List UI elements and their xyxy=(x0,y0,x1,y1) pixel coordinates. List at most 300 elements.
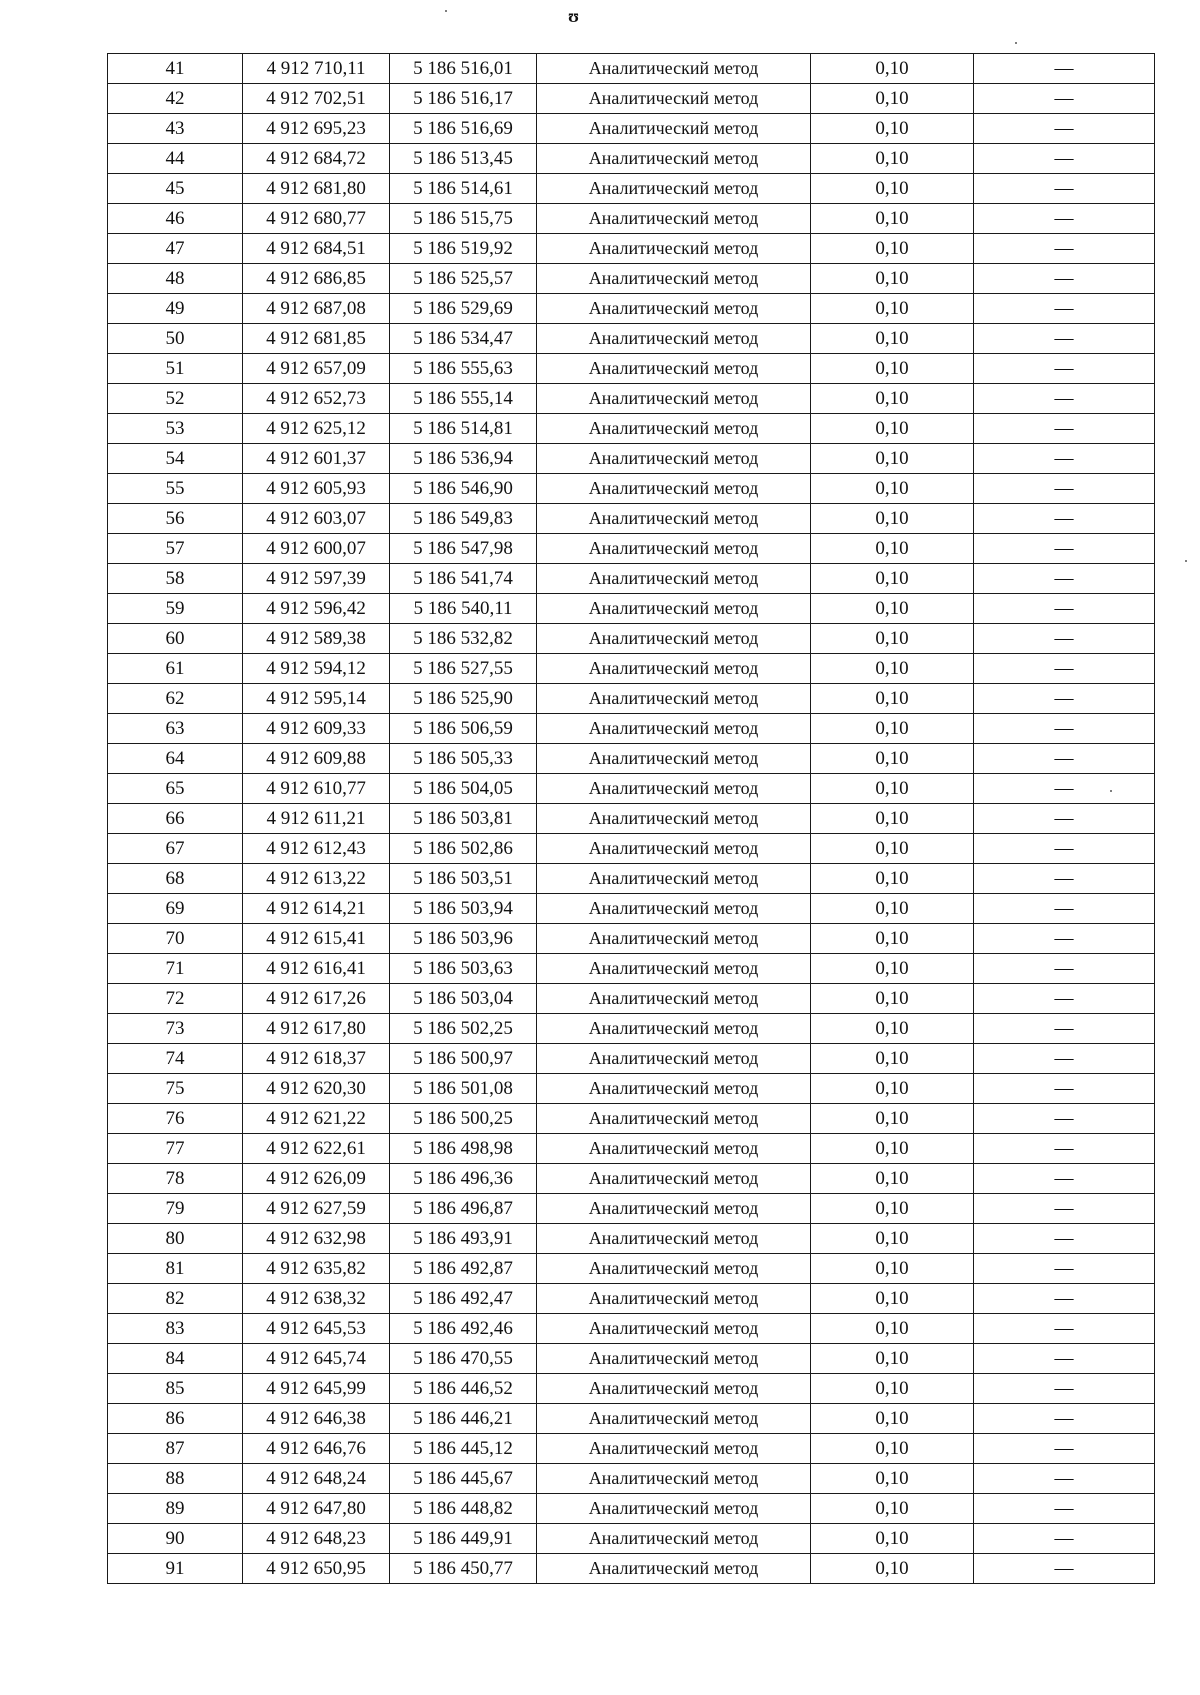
table-row xyxy=(108,1014,1155,1044)
y-coordinate-cell: 5 186 492,87 xyxy=(390,1254,537,1284)
note-cell: — xyxy=(974,774,1155,804)
x-coordinate-cell: 4 912 626,09 xyxy=(243,1164,390,1194)
note-cell: — xyxy=(974,804,1155,834)
note-cell: — xyxy=(974,264,1155,294)
accuracy-cell: 0,10 xyxy=(811,204,974,234)
accuracy-cell: 0,10 xyxy=(811,354,974,384)
note-cell: — xyxy=(974,894,1155,924)
table-row xyxy=(108,954,1155,984)
point-number-cell: 42 xyxy=(108,84,243,114)
x-coordinate-cell: 4 912 589,38 xyxy=(243,624,390,654)
note-cell: — xyxy=(974,654,1155,684)
note-cell: — xyxy=(974,384,1155,414)
coordinates-table xyxy=(107,53,1155,1584)
table-row xyxy=(108,444,1155,474)
accuracy-cell: 0,10 xyxy=(811,1194,974,1224)
accuracy-cell: 0,10 xyxy=(811,324,974,354)
accuracy-cell: 0,10 xyxy=(811,474,974,504)
note-cell: — xyxy=(974,534,1155,564)
point-number-cell: 81 xyxy=(108,1254,243,1284)
accuracy-cell: 0,10 xyxy=(811,1224,974,1254)
table-row xyxy=(108,54,1155,84)
x-coordinate-cell: 4 912 627,59 xyxy=(243,1194,390,1224)
x-coordinate-cell: 4 912 646,38 xyxy=(243,1404,390,1434)
point-number-cell: 78 xyxy=(108,1164,243,1194)
note-cell: — xyxy=(974,1134,1155,1164)
point-number-cell: 55 xyxy=(108,474,243,504)
method-cell: Аналитический метод xyxy=(537,84,811,114)
x-coordinate-cell: 4 912 605,93 xyxy=(243,474,390,504)
note-cell: — xyxy=(974,234,1155,264)
note-cell: — xyxy=(974,294,1155,324)
note-cell: — xyxy=(974,1104,1155,1134)
note-cell: — xyxy=(974,564,1155,594)
scan-speck xyxy=(1015,42,1017,44)
table-row xyxy=(108,174,1155,204)
point-number-cell: 46 xyxy=(108,204,243,234)
table-row xyxy=(108,114,1155,144)
point-number-cell: 83 xyxy=(108,1314,243,1344)
y-coordinate-cell: 5 186 492,46 xyxy=(390,1314,537,1344)
table-row xyxy=(108,354,1155,384)
x-coordinate-cell: 4 912 614,21 xyxy=(243,894,390,924)
accuracy-cell: 0,10 xyxy=(811,1524,974,1554)
table-row xyxy=(108,234,1155,264)
y-coordinate-cell: 5 186 532,82 xyxy=(390,624,537,654)
x-coordinate-cell: 4 912 684,51 xyxy=(243,234,390,264)
point-number-cell: 66 xyxy=(108,804,243,834)
y-coordinate-cell: 5 186 503,04 xyxy=(390,984,537,1014)
x-coordinate-cell: 4 912 645,53 xyxy=(243,1314,390,1344)
x-coordinate-cell: 4 912 646,76 xyxy=(243,1434,390,1464)
method-cell: Аналитический метод xyxy=(537,294,811,324)
note-cell: — xyxy=(974,174,1155,204)
note-cell: — xyxy=(974,1074,1155,1104)
y-coordinate-cell: 5 186 492,47 xyxy=(390,1284,537,1314)
y-coordinate-cell: 5 186 513,45 xyxy=(390,144,537,174)
accuracy-cell: 0,10 xyxy=(811,534,974,564)
table-row xyxy=(108,834,1155,864)
point-number-cell: 75 xyxy=(108,1074,243,1104)
y-coordinate-cell: 5 186 546,90 xyxy=(390,474,537,504)
point-number-cell: 43 xyxy=(108,114,243,144)
table-row xyxy=(108,894,1155,924)
accuracy-cell: 0,10 xyxy=(811,144,974,174)
table-row xyxy=(108,1164,1155,1194)
note-cell: — xyxy=(974,1374,1155,1404)
method-cell: Аналитический метод xyxy=(537,504,811,534)
method-cell: Аналитический метод xyxy=(537,1044,811,1074)
y-coordinate-cell: 5 186 445,67 xyxy=(390,1464,537,1494)
point-number-cell: 87 xyxy=(108,1434,243,1464)
table-row xyxy=(108,744,1155,774)
method-cell: Аналитический метод xyxy=(537,324,811,354)
note-cell: — xyxy=(974,1014,1155,1044)
note-cell: — xyxy=(974,414,1155,444)
accuracy-cell: 0,10 xyxy=(811,1014,974,1044)
point-number-cell: 54 xyxy=(108,444,243,474)
y-coordinate-cell: 5 186 450,77 xyxy=(390,1554,537,1584)
table-row xyxy=(108,1194,1155,1224)
note-cell: — xyxy=(974,1164,1155,1194)
note-cell: — xyxy=(974,114,1155,144)
table-row xyxy=(108,624,1155,654)
method-cell: Аналитический метод xyxy=(537,414,811,444)
table-row xyxy=(108,324,1155,354)
x-coordinate-cell: 4 912 702,51 xyxy=(243,84,390,114)
y-coordinate-cell: 5 186 503,96 xyxy=(390,924,537,954)
method-cell: Аналитический метод xyxy=(537,1554,811,1584)
accuracy-cell: 0,10 xyxy=(811,1554,974,1584)
method-cell: Аналитический метод xyxy=(537,144,811,174)
method-cell: Аналитический метод xyxy=(537,204,811,234)
method-cell: Аналитический метод xyxy=(537,984,811,1014)
note-cell: — xyxy=(974,204,1155,234)
x-coordinate-cell: 4 912 617,26 xyxy=(243,984,390,1014)
x-coordinate-cell: 4 912 686,85 xyxy=(243,264,390,294)
note-cell: — xyxy=(974,1404,1155,1434)
x-coordinate-cell: 4 912 710,11 xyxy=(243,54,390,84)
x-coordinate-cell: 4 912 613,22 xyxy=(243,864,390,894)
x-coordinate-cell: 4 912 621,22 xyxy=(243,1104,390,1134)
x-coordinate-cell: 4 912 615,41 xyxy=(243,924,390,954)
method-cell: Аналитический метод xyxy=(537,654,811,684)
point-number-cell: 86 xyxy=(108,1404,243,1434)
accuracy-cell: 0,10 xyxy=(811,444,974,474)
method-cell: Аналитический метод xyxy=(537,1404,811,1434)
method-cell: Аналитический метод xyxy=(537,354,811,384)
method-cell: Аналитический метод xyxy=(537,1374,811,1404)
note-cell: — xyxy=(974,624,1155,654)
method-cell: Аналитический метод xyxy=(537,594,811,624)
table-row xyxy=(108,1074,1155,1104)
y-coordinate-cell: 5 186 496,87 xyxy=(390,1194,537,1224)
table-row xyxy=(108,684,1155,714)
point-number-cell: 79 xyxy=(108,1194,243,1224)
table-row xyxy=(108,294,1155,324)
y-coordinate-cell: 5 186 446,21 xyxy=(390,1404,537,1434)
point-number-cell: 69 xyxy=(108,894,243,924)
x-coordinate-cell: 4 912 594,12 xyxy=(243,654,390,684)
accuracy-cell: 0,10 xyxy=(811,924,974,954)
note-cell: — xyxy=(974,1344,1155,1374)
point-number-cell: 59 xyxy=(108,594,243,624)
y-coordinate-cell: 5 186 527,55 xyxy=(390,654,537,684)
accuracy-cell: 0,10 xyxy=(811,594,974,624)
y-coordinate-cell: 5 186 516,01 xyxy=(390,54,537,84)
method-cell: Аналитический метод xyxy=(537,1464,811,1494)
table-row xyxy=(108,474,1155,504)
table-row xyxy=(108,864,1155,894)
point-number-cell: 91 xyxy=(108,1554,243,1584)
method-cell: Аналитический метод xyxy=(537,114,811,144)
point-number-cell: 52 xyxy=(108,384,243,414)
table-row xyxy=(108,1374,1155,1404)
y-coordinate-cell: 5 186 516,17 xyxy=(390,84,537,114)
table-row xyxy=(108,984,1155,1014)
accuracy-cell: 0,10 xyxy=(811,1044,974,1074)
method-cell: Аналитический метод xyxy=(537,1194,811,1224)
accuracy-cell: 0,10 xyxy=(811,684,974,714)
point-number-cell: 90 xyxy=(108,1524,243,1554)
point-number-cell: 72 xyxy=(108,984,243,1014)
x-coordinate-cell: 4 912 645,99 xyxy=(243,1374,390,1404)
accuracy-cell: 0,10 xyxy=(811,654,974,684)
x-coordinate-cell: 4 912 616,41 xyxy=(243,954,390,984)
accuracy-cell: 0,10 xyxy=(811,834,974,864)
point-number-cell: 64 xyxy=(108,744,243,774)
note-cell: — xyxy=(974,1434,1155,1464)
y-coordinate-cell: 5 186 502,25 xyxy=(390,1014,537,1044)
accuracy-cell: 0,10 xyxy=(811,504,974,534)
table-row xyxy=(108,774,1155,804)
x-coordinate-cell: 4 912 681,85 xyxy=(243,324,390,354)
table-row xyxy=(108,84,1155,114)
point-number-cell: 89 xyxy=(108,1494,243,1524)
y-coordinate-cell: 5 186 541,74 xyxy=(390,564,537,594)
method-cell: Аналитический метод xyxy=(537,1434,811,1464)
note-cell: — xyxy=(974,594,1155,624)
point-number-cell: 51 xyxy=(108,354,243,384)
table-row xyxy=(108,414,1155,444)
accuracy-cell: 0,10 xyxy=(811,264,974,294)
note-cell: — xyxy=(974,1254,1155,1284)
note-cell: — xyxy=(974,744,1155,774)
method-cell: Аналитический метод xyxy=(537,1494,811,1524)
note-cell: — xyxy=(974,354,1155,384)
x-coordinate-cell: 4 912 596,42 xyxy=(243,594,390,624)
accuracy-cell: 0,10 xyxy=(811,174,974,204)
accuracy-cell: 0,10 xyxy=(811,1164,974,1194)
point-number-cell: 73 xyxy=(108,1014,243,1044)
method-cell: Аналитический метод xyxy=(537,1524,811,1554)
point-number-cell: 80 xyxy=(108,1224,243,1254)
y-coordinate-cell: 5 186 525,57 xyxy=(390,264,537,294)
method-cell: Аналитический метод xyxy=(537,1014,811,1044)
scan-speck xyxy=(1185,560,1187,562)
table-row xyxy=(108,144,1155,174)
method-cell: Аналитический метод xyxy=(537,264,811,294)
y-coordinate-cell: 5 186 446,52 xyxy=(390,1374,537,1404)
x-coordinate-cell: 4 912 650,95 xyxy=(243,1554,390,1584)
point-number-cell: 74 xyxy=(108,1044,243,1074)
table-row xyxy=(108,714,1155,744)
accuracy-cell: 0,10 xyxy=(811,984,974,1014)
accuracy-cell: 0,10 xyxy=(811,1344,974,1374)
y-coordinate-cell: 5 186 505,33 xyxy=(390,744,537,774)
note-cell: — xyxy=(974,1044,1155,1074)
point-number-cell: 45 xyxy=(108,174,243,204)
table-row xyxy=(108,1494,1155,1524)
table-body xyxy=(108,54,1155,1584)
point-number-cell: 77 xyxy=(108,1134,243,1164)
method-cell: Аналитический метод xyxy=(537,924,811,954)
table-row xyxy=(108,594,1155,624)
table-row xyxy=(108,534,1155,564)
y-coordinate-cell: 5 186 516,69 xyxy=(390,114,537,144)
y-coordinate-cell: 5 186 503,51 xyxy=(390,864,537,894)
y-coordinate-cell: 5 186 519,92 xyxy=(390,234,537,264)
note-cell: — xyxy=(974,444,1155,474)
note-cell: — xyxy=(974,84,1155,114)
x-coordinate-cell: 4 912 600,07 xyxy=(243,534,390,564)
x-coordinate-cell: 4 912 648,23 xyxy=(243,1524,390,1554)
table-row xyxy=(108,654,1155,684)
table-row xyxy=(108,1524,1155,1554)
accuracy-cell: 0,10 xyxy=(811,954,974,984)
point-number-cell: 49 xyxy=(108,294,243,324)
y-coordinate-cell: 5 186 500,97 xyxy=(390,1044,537,1074)
point-number-cell: 82 xyxy=(108,1284,243,1314)
y-coordinate-cell: 5 186 514,61 xyxy=(390,174,537,204)
method-cell: Аналитический метод xyxy=(537,444,811,474)
note-cell: — xyxy=(974,1554,1155,1584)
table-row xyxy=(108,1104,1155,1134)
table-row xyxy=(108,264,1155,294)
accuracy-cell: 0,10 xyxy=(811,1374,974,1404)
y-coordinate-cell: 5 186 514,81 xyxy=(390,414,537,444)
method-cell: Аналитический метод xyxy=(537,1344,811,1374)
table-row xyxy=(108,1404,1155,1434)
y-coordinate-cell: 5 186 503,94 xyxy=(390,894,537,924)
y-coordinate-cell: 5 186 498,98 xyxy=(390,1134,537,1164)
x-coordinate-cell: 4 912 612,43 xyxy=(243,834,390,864)
method-cell: Аналитический метод xyxy=(537,894,811,924)
method-cell: Аналитический метод xyxy=(537,954,811,984)
x-coordinate-cell: 4 912 635,82 xyxy=(243,1254,390,1284)
method-cell: Аналитический метод xyxy=(537,1314,811,1344)
point-number-cell: 48 xyxy=(108,264,243,294)
accuracy-cell: 0,10 xyxy=(811,1074,974,1104)
accuracy-cell: 0,10 xyxy=(811,54,974,84)
table-row xyxy=(108,1554,1155,1584)
y-coordinate-cell: 5 186 547,98 xyxy=(390,534,537,564)
point-number-cell: 88 xyxy=(108,1464,243,1494)
point-number-cell: 85 xyxy=(108,1374,243,1404)
accuracy-cell: 0,10 xyxy=(811,234,974,264)
point-number-cell: 70 xyxy=(108,924,243,954)
accuracy-cell: 0,10 xyxy=(811,774,974,804)
method-cell: Аналитический метод xyxy=(537,774,811,804)
note-cell: — xyxy=(974,714,1155,744)
note-cell: — xyxy=(974,1494,1155,1524)
x-coordinate-cell: 4 912 595,14 xyxy=(243,684,390,714)
note-cell: — xyxy=(974,1224,1155,1254)
point-number-cell: 41 xyxy=(108,54,243,84)
table-row xyxy=(108,384,1155,414)
x-coordinate-cell: 4 912 648,24 xyxy=(243,1464,390,1494)
x-coordinate-cell: 4 912 652,73 xyxy=(243,384,390,414)
accuracy-cell: 0,10 xyxy=(811,804,974,834)
method-cell: Аналитический метод xyxy=(537,804,811,834)
method-cell: Аналитический метод xyxy=(537,1104,811,1134)
x-coordinate-cell: 4 912 638,32 xyxy=(243,1284,390,1314)
y-coordinate-cell: 5 186 503,63 xyxy=(390,954,537,984)
method-cell: Аналитический метод xyxy=(537,234,811,264)
note-cell: — xyxy=(974,504,1155,534)
note-cell: — xyxy=(974,984,1155,1014)
accuracy-cell: 0,10 xyxy=(811,414,974,444)
x-coordinate-cell: 4 912 617,80 xyxy=(243,1014,390,1044)
y-coordinate-cell: 5 186 536,94 xyxy=(390,444,537,474)
note-cell: — xyxy=(974,474,1155,504)
method-cell: Аналитический метод xyxy=(537,1224,811,1254)
note-cell: — xyxy=(974,924,1155,954)
y-coordinate-cell: 5 186 540,11 xyxy=(390,594,537,624)
x-coordinate-cell: 4 912 681,80 xyxy=(243,174,390,204)
accuracy-cell: 0,10 xyxy=(811,744,974,774)
accuracy-cell: 0,10 xyxy=(811,1494,974,1524)
point-number-cell: 56 xyxy=(108,504,243,534)
y-coordinate-cell: 5 186 555,63 xyxy=(390,354,537,384)
y-coordinate-cell: 5 186 493,91 xyxy=(390,1224,537,1254)
scan-speck xyxy=(445,10,447,12)
x-coordinate-cell: 4 912 610,77 xyxy=(243,774,390,804)
y-coordinate-cell: 5 186 496,36 xyxy=(390,1164,537,1194)
y-coordinate-cell: 5 186 525,90 xyxy=(390,684,537,714)
y-coordinate-cell: 5 186 449,91 xyxy=(390,1524,537,1554)
point-number-cell: 60 xyxy=(108,624,243,654)
table-row xyxy=(108,804,1155,834)
note-cell: — xyxy=(974,54,1155,84)
table-row xyxy=(108,1044,1155,1074)
accuracy-cell: 0,10 xyxy=(811,624,974,654)
point-number-cell: 71 xyxy=(108,954,243,984)
x-coordinate-cell: 4 912 611,21 xyxy=(243,804,390,834)
point-number-cell: 44 xyxy=(108,144,243,174)
method-cell: Аналитический метод xyxy=(537,834,811,864)
note-cell: — xyxy=(974,144,1155,174)
method-cell: Аналитический метод xyxy=(537,1164,811,1194)
table-row xyxy=(108,564,1155,594)
accuracy-cell: 0,10 xyxy=(811,1104,974,1134)
accuracy-cell: 0,10 xyxy=(811,384,974,414)
x-coordinate-cell: 4 912 609,33 xyxy=(243,714,390,744)
x-coordinate-cell: 4 912 687,08 xyxy=(243,294,390,324)
accuracy-cell: 0,10 xyxy=(811,1284,974,1314)
note-cell: — xyxy=(974,1464,1155,1494)
x-coordinate-cell: 4 912 680,77 xyxy=(243,204,390,234)
note-cell: — xyxy=(974,324,1155,354)
method-cell: Аналитический метод xyxy=(537,1134,811,1164)
method-cell: Аналитический метод xyxy=(537,744,811,774)
point-number-cell: 68 xyxy=(108,864,243,894)
x-coordinate-cell: 4 912 647,80 xyxy=(243,1494,390,1524)
accuracy-cell: 0,10 xyxy=(811,564,974,594)
y-coordinate-cell: 5 186 504,05 xyxy=(390,774,537,804)
point-number-cell: 61 xyxy=(108,654,243,684)
y-coordinate-cell: 5 186 501,08 xyxy=(390,1074,537,1104)
accuracy-cell: 0,10 xyxy=(811,714,974,744)
y-coordinate-cell: 5 186 515,75 xyxy=(390,204,537,234)
x-coordinate-cell: 4 912 603,07 xyxy=(243,504,390,534)
point-number-cell: 67 xyxy=(108,834,243,864)
x-coordinate-cell: 4 912 620,30 xyxy=(243,1074,390,1104)
accuracy-cell: 0,10 xyxy=(811,84,974,114)
method-cell: Аналитический метод xyxy=(537,714,811,744)
accuracy-cell: 0,10 xyxy=(811,1254,974,1284)
table-row xyxy=(108,924,1155,954)
accuracy-cell: 0,10 xyxy=(811,1314,974,1344)
table-row xyxy=(108,204,1155,234)
accuracy-cell: 0,10 xyxy=(811,864,974,894)
method-cell: Аналитический метод xyxy=(537,534,811,564)
point-number-cell: 76 xyxy=(108,1104,243,1134)
method-cell: Аналитический метод xyxy=(537,1254,811,1284)
x-coordinate-cell: 4 912 601,37 xyxy=(243,444,390,474)
accuracy-cell: 0,10 xyxy=(811,1434,974,1464)
y-coordinate-cell: 5 186 503,81 xyxy=(390,804,537,834)
